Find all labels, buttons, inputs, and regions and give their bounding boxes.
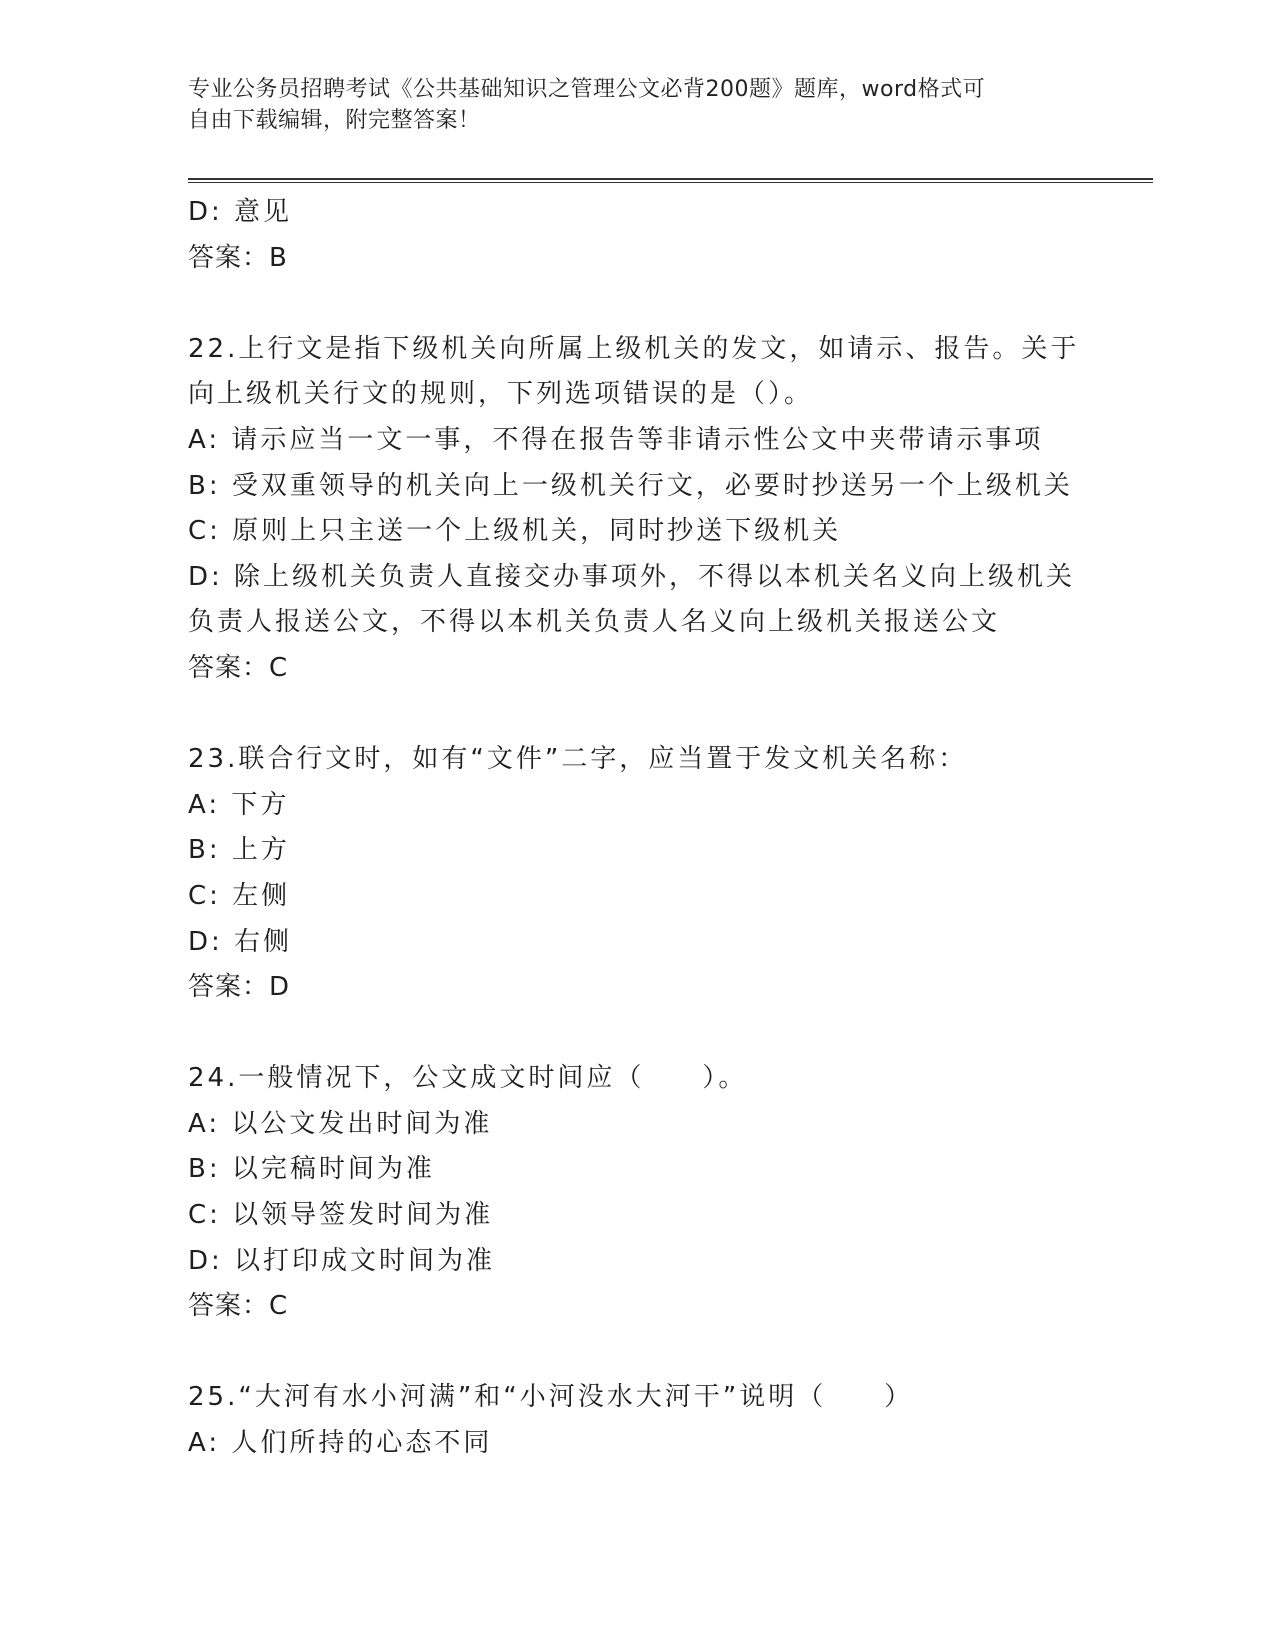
spacer xyxy=(188,1330,1128,1376)
header-divider xyxy=(188,178,1153,183)
document-body xyxy=(188,190,1128,1467)
option-c: C: 以领导签发时间为准 xyxy=(188,1200,494,1231)
question-22 xyxy=(188,327,1128,692)
question-24 xyxy=(188,1056,1128,1330)
spacer xyxy=(188,692,1128,738)
question-25 xyxy=(188,1375,1128,1466)
option-a: A: 下方 xyxy=(188,789,290,820)
header-line-2: 自由下载编辑，附完整答案！ xyxy=(188,108,481,133)
question-stem: 22.上行文是指下级机关向所属上级机关的发文，如请示、报告。关于 xyxy=(188,333,1080,364)
option-a: A: 以公文发出时间为准 xyxy=(188,1108,493,1139)
question-21-tail xyxy=(188,190,1128,281)
question-stem: 23.联合行文时，如有“文件”二字，应当置于发文机关名称： xyxy=(188,744,968,775)
header-line-1: 专业公务员招聘考试《公共基础知识之管理公文必背200题》题库，word格式可 xyxy=(188,77,986,102)
answer-line: 答案：C xyxy=(188,652,289,683)
option-b: B: 上方 xyxy=(188,835,290,866)
question-stem: 24.一般情况下，公文成文时间应（ ）。 xyxy=(188,1063,748,1094)
option-d: D: 意见 xyxy=(188,197,293,227)
question-stem: 25.“大河有水小河满”和“小河没水大河干”说明（ ） xyxy=(188,1382,914,1413)
option-d: D: 以打印成文时间为准 xyxy=(188,1245,496,1276)
option-d: D: 除上级机关负责人直接交办事项外，不得以本机关名义向上级机关 xyxy=(188,561,1076,592)
answer-line: 答案：D xyxy=(188,972,291,1003)
answer-line: 答案：B xyxy=(188,242,288,273)
question-23 xyxy=(188,737,1128,1011)
spacer xyxy=(188,281,1128,327)
option-b: B: 以完稿时间为准 xyxy=(188,1154,435,1185)
option-a: A: 请示应当一文一事，不得在报告等非请示性公文中夹带请示事项 xyxy=(188,424,1044,455)
option-c: C: 左侧 xyxy=(188,880,291,911)
option-d: D: 右侧 xyxy=(188,926,293,957)
option-d-continued: 负责人报送公文，不得以本机关负责人名义向上级机关报送公文 xyxy=(188,607,1001,638)
option-b: B: 受双重领导的机关向上一级机关行文，必要时抄送另一个上级机关 xyxy=(188,470,1073,501)
option-c: C: 原则上只主送一个上级机关，同时抄送下级机关 xyxy=(188,516,842,547)
answer-line: 答案：C xyxy=(188,1291,289,1322)
page-header xyxy=(188,74,1088,136)
question-stem-continued: 向上级机关行文的规则，下列选项错误的是（）。 xyxy=(188,379,814,410)
spacer xyxy=(188,1011,1128,1057)
option-a: A: 人们所持的心态不同 xyxy=(188,1428,493,1459)
